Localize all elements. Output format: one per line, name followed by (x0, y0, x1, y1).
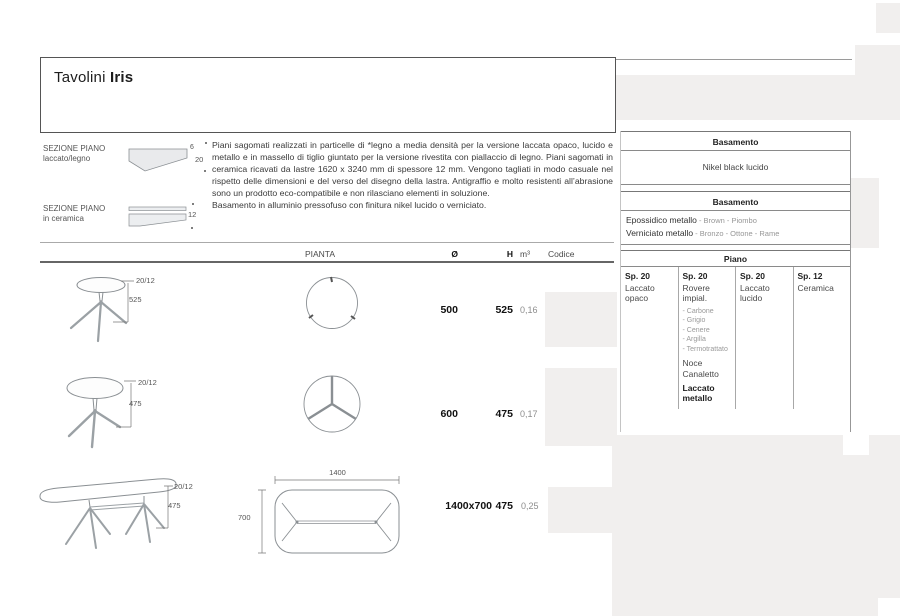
scan-artifact (876, 3, 900, 33)
row2-volume: 0,17 (520, 409, 538, 419)
section2-subtitle: in ceramica (43, 214, 84, 223)
section-drawing-ceramica-icon (128, 205, 192, 231)
col-header-height: H (506, 249, 513, 259)
basamento-table-2 (621, 191, 850, 245)
row1-diameter: 500 (440, 304, 458, 316)
finish-colors: - Brown - Piombo (696, 216, 757, 225)
finish-row (626, 213, 850, 226)
dim-dot (204, 170, 206, 172)
finish-name: Rovere impial. (682, 282, 710, 303)
page-title (41, 58, 615, 86)
row3-diameter: 1400x700 (445, 500, 492, 512)
title-prefix: Tavolini (54, 69, 110, 86)
piano-columns (621, 267, 850, 409)
row1-dim-top: 20/12 (136, 276, 155, 285)
row1-volume: 0,16 (520, 305, 538, 315)
thickness-label: Sp. 12 (797, 271, 823, 281)
description-paragraph: Piani sagomati realizzati in particelle di *legno a media densità per la versione laccata opaco, lucido e metallo e in massello di tiglio giuntato per la versione rivestita con piallaccio di legno. Piani sagomati in ceramica ricavati da lastre 1620 x 3240 mm di spessore 12 mm. Vengono tagliati in modo casuale nel rispetto delle dimensioni e del verso del disegno della lastra. Antigraffio e molto resistenti all’abrasione sono un prodotto eco-compatibile e non rilasciano elementi in soluzione. (212, 140, 613, 199)
finish-color: - Carbone (682, 307, 714, 315)
row2-dim-height: 475 (129, 399, 142, 408)
piano-col-laccato-opaco (621, 267, 679, 409)
thickness-label: Sp. 20 (740, 271, 766, 281)
finish-name: Noce Canaletto (682, 358, 719, 379)
description-basamento-line: Basamento in alluminio pressofuso con finitura nikel lucido o verniciato. (212, 200, 487, 211)
finish-name: Laccato metallo (682, 383, 715, 404)
finish-row (626, 226, 850, 239)
scan-artifact (545, 368, 617, 446)
dim-dot (191, 227, 193, 229)
basamento1-header: Basamento (621, 132, 850, 151)
finish-colors: - Bronzo - Ottone - Rame (693, 229, 780, 238)
section2-dim-12: 12 (188, 210, 197, 219)
finish-color: - Grigio (682, 317, 706, 325)
dim-dot (192, 203, 194, 205)
section-label-ceramica (43, 204, 105, 224)
plan-view-drawing-600 (301, 372, 365, 438)
finish-name: Ceramica (797, 282, 834, 293)
piano-col-ceramica (794, 267, 851, 409)
scan-artifact (843, 435, 869, 455)
col-header-volume: m³ (520, 249, 530, 259)
scan-artifact (548, 487, 618, 533)
row3-plan-depth: 700 (238, 513, 251, 522)
piano-header: Piano (621, 251, 850, 267)
row2-height: 475 (495, 408, 513, 420)
row3-dim-height: 475 (168, 501, 181, 510)
finish-color: - Argilla (682, 336, 706, 344)
plan-view-drawing-1400 (237, 464, 405, 560)
side-view-drawing-600 (48, 372, 148, 462)
scan-artifact (612, 435, 900, 616)
table-header-rule (40, 261, 614, 263)
scan-artifact (612, 75, 900, 120)
col-header-pianta: PIANTA (304, 249, 336, 259)
finish-color-list (683, 307, 732, 355)
row2-dim-top: 20/12 (138, 378, 157, 387)
description-block (212, 139, 613, 212)
section-label-laccato-legno (43, 144, 105, 164)
section1-dim-6: 6 (190, 144, 194, 151)
side-view-drawing-1400 (36, 470, 188, 558)
finish-name: Laccato lucido (740, 282, 770, 303)
col-header-code: Codice (548, 249, 575, 259)
page-title-box (40, 57, 616, 133)
section-drawing-laccato-icon (128, 143, 192, 175)
basamento2-header: Basamento (621, 192, 850, 211)
row3-volume: 0,25 (521, 501, 539, 511)
finish-tables (620, 131, 851, 432)
section1-subtitle: laccato/legno (43, 154, 91, 163)
piano-col-laccato-lucido (736, 267, 794, 409)
finish-name: Verniciato metallo (626, 228, 694, 238)
finish-color: - Termotrattato (682, 345, 728, 353)
row3-height: 475 (495, 500, 513, 512)
thickness-label: Sp. 20 (682, 271, 708, 281)
basamento1-value: Nikel black lucido (702, 162, 769, 172)
row3-plan-width: 1400 (329, 468, 346, 477)
scan-artifact (851, 178, 879, 248)
scan-line (614, 59, 852, 60)
dim-dot (205, 142, 207, 144)
plan-view-drawing-500 (303, 275, 363, 333)
finish-name: Epossidico metallo (626, 215, 697, 225)
row1-dim-height: 525 (129, 295, 142, 304)
row3-dim-top: 20/12 (174, 482, 193, 491)
title-name: Iris (110, 69, 134, 86)
finish-name: Laccato opaco (625, 282, 655, 303)
row1-height: 525 (495, 304, 513, 316)
section1-title: SEZIONE PIANO (43, 144, 106, 153)
table-top-rule (40, 242, 614, 243)
basamento2-rows (621, 211, 850, 244)
section1-dim-20: 20 (195, 155, 204, 164)
piano-table (621, 250, 850, 409)
scan-artifact (545, 292, 617, 347)
finish-color: - Cenere (682, 326, 710, 334)
row2-diameter: 600 (440, 408, 458, 420)
col-header-diameter: Ø (451, 249, 458, 259)
section2-title: SEZIONE PIANO (43, 204, 106, 213)
basamento-table-1 (621, 131, 850, 185)
thickness-label: Sp. 20 (625, 271, 651, 281)
scan-artifact (878, 598, 900, 616)
piano-col-rovere (679, 267, 737, 409)
